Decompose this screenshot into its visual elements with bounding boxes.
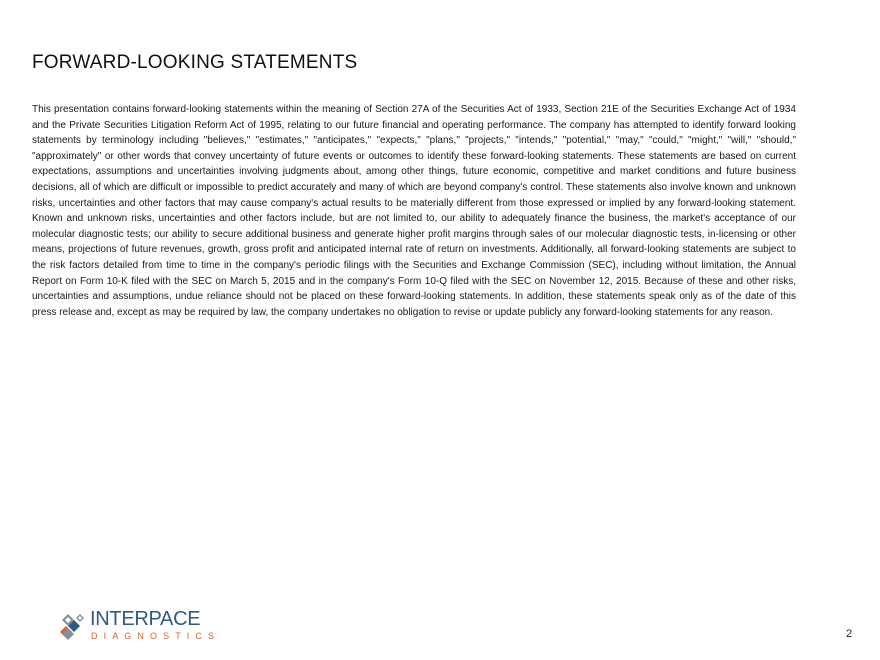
forward-looking-statement-text: This presentation contains forward-looking statements within the meaning of Section 27A of the Securities Act of 1933, Section 21E of the Securities Exchange Act of 1934 and the Private Securities Litigation Reform Act of 1995, relating to our future financial and operating performance. The company has attempted to identify forward looking statements by terminology including "believes," "estimates," "anticipates," "expects," "plans," "projects," "intends," "potential," "may," "could," "might," "will," "should," "approximately" or other words that convey uncertainty of future events or outcomes to identify these forward-looking statements. These statements are based on current expectations, assumptions and uncertainties involving judgments about, among other things, future economic, competitive and market conditions and future business decisions, all of which are difficult or impossible to predict accurately and many of which are beyond company's control. These statements also involve known and unknown risks, uncertainties and other factors that may cause company's actual results to be materially different from those expressed or implied by any forward-looking statement. Known and unknown risks, uncertainties and other factors include, but are not limited to, our ability to adequately finance the business, the market's acceptance of our molecular diagnostic tests; our ability to secure additional business and generate higher profit margins through sales of our molecular diagnostic tests, in-licensing or other means, projections of future revenues, growth, gross profit and anticipated internal rate of return on investments. Additionally, all forward-looking statements are subject to the risk factors detailed from time to time in the company's periodic filings with the Securities and Exchange Commission (SEC), including without limitation, the Annual Report on Form 10-K filed with the SEC on March 5, 2015 and in the company's Form 10-Q filed with the SEC on November 12, 2015. Because of these and other risks, uncertainties and assumptions, undue reliance should not be placed on these forward-looking statements. In addition, these statements speak only as of the date of this press release and, except as may be required by law, the company undertakes no obligation to revise or update publicly any forward-looking statements for any reason. [32, 104, 796, 318]
logo-tagline: DIAGNOSTICS [91, 631, 221, 641]
page-title: FORWARD-LOOKING STATEMENTS [32, 52, 358, 73]
interpace-diamond-mark-icon [58, 610, 88, 642]
page-number: 2 [846, 628, 853, 640]
logo-wordmark: INTERPACE [90, 608, 201, 630]
interpace-diagnostics-logo [58, 608, 221, 644]
